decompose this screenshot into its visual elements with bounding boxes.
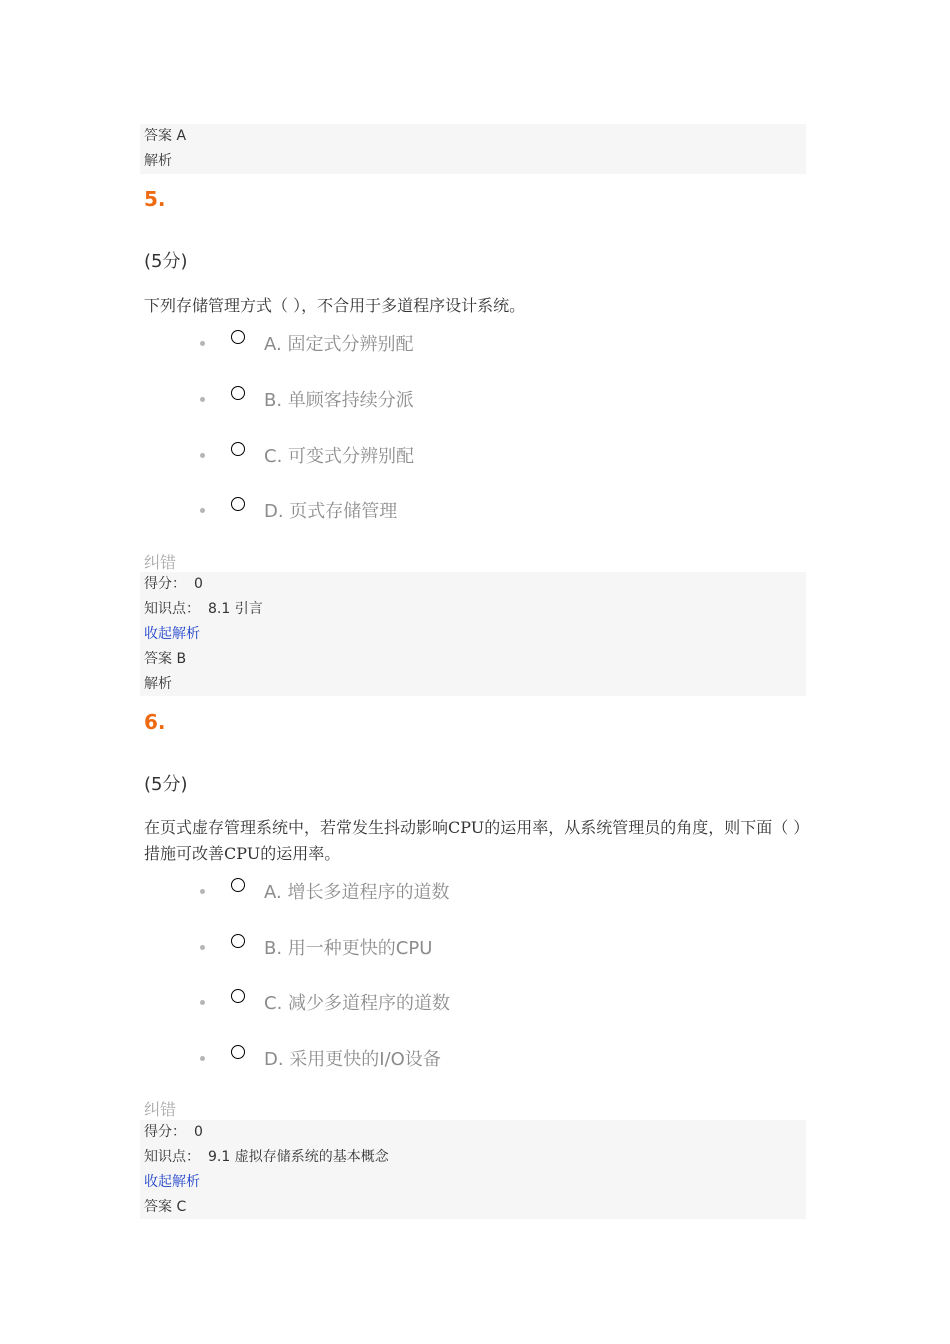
answer-value: A xyxy=(176,128,187,144)
bullet-icon xyxy=(200,453,205,458)
option-label: C. 减少多道程序的道数 xyxy=(264,993,451,1014)
answer-value: B xyxy=(176,651,187,667)
radio-button[interactable] xyxy=(231,330,245,344)
answer-row xyxy=(144,1195,186,1220)
radio-button[interactable] xyxy=(231,442,245,456)
question-number: 5. xyxy=(144,187,166,211)
option-label: B. 单顾客持续分派 xyxy=(264,390,414,411)
radio-button[interactable] xyxy=(231,497,245,511)
question-stem: 在页式虚存管理系统中，若常发生抖动影响CPU的运用率，从系统管理员的角度，则下面（ ）措施可改善CPU的运用率。 xyxy=(144,818,802,863)
answer-label: 答案 xyxy=(144,1199,172,1215)
bullet-icon xyxy=(200,945,205,950)
question-result xyxy=(140,572,806,696)
analysis-label: 解析 xyxy=(144,153,172,169)
score-value: 0 xyxy=(194,576,203,592)
score-row xyxy=(144,572,203,597)
collapse-analysis-link[interactable]: 收起解析 xyxy=(144,1174,200,1190)
score-row xyxy=(144,1120,203,1145)
score-label: 得分： xyxy=(144,576,186,592)
answer-row xyxy=(144,647,186,672)
radio-button[interactable] xyxy=(231,878,245,892)
knowledge-label: 知识点： xyxy=(144,1149,200,1165)
option-label: B. 用一种更快的CPU xyxy=(264,938,433,959)
correction-link[interactable]: 纠错 xyxy=(144,1100,177,1119)
bullet-icon xyxy=(200,508,205,513)
answer-label: 答案 xyxy=(144,128,172,144)
option-label: A. 固定式分辨别配 xyxy=(264,334,414,355)
score-value: 0 xyxy=(194,1124,203,1140)
option-label: D. 页式存储管理 xyxy=(264,501,398,522)
question-stem: 下列存储管理方式（ ），不合用于多道程序设计系统。 xyxy=(144,296,526,315)
radio-button[interactable] xyxy=(231,1045,245,1059)
score-label: 得分： xyxy=(144,1124,186,1140)
answer-value: C xyxy=(176,1199,187,1215)
question-number: 6. xyxy=(144,710,166,734)
knowledge-label: 知识点： xyxy=(144,601,200,617)
collapse-analysis-link[interactable]: 收起解析 xyxy=(144,626,200,642)
bullet-icon xyxy=(200,341,205,346)
knowledge-row xyxy=(144,1145,389,1170)
radio-button[interactable] xyxy=(231,989,245,1003)
question-score: (5分) xyxy=(144,251,188,272)
bullet-icon xyxy=(200,889,205,894)
question-score: (5分) xyxy=(144,774,188,795)
bullet-icon xyxy=(200,1056,205,1061)
answer-row xyxy=(144,124,186,149)
correction-link[interactable]: 纠错 xyxy=(144,553,177,572)
analysis-label: 解析 xyxy=(144,676,172,692)
option-label: C. 可变式分辨别配 xyxy=(264,446,415,467)
radio-button[interactable] xyxy=(231,934,245,948)
knowledge-value: 9.1 虚拟存储系统的基本概念 xyxy=(208,1149,389,1165)
answer-label: 答案 xyxy=(144,651,172,667)
prev-question-result xyxy=(140,124,806,174)
bullet-icon xyxy=(200,397,205,402)
option-label: A. 增长多道程序的道数 xyxy=(264,882,450,903)
knowledge-row xyxy=(144,597,263,622)
option-label: D. 采用更快的I/O设备 xyxy=(264,1049,441,1070)
radio-button[interactable] xyxy=(231,386,245,400)
question-result xyxy=(140,1120,806,1219)
bullet-icon xyxy=(200,1000,205,1005)
knowledge-value: 8.1 引言 xyxy=(208,601,263,617)
